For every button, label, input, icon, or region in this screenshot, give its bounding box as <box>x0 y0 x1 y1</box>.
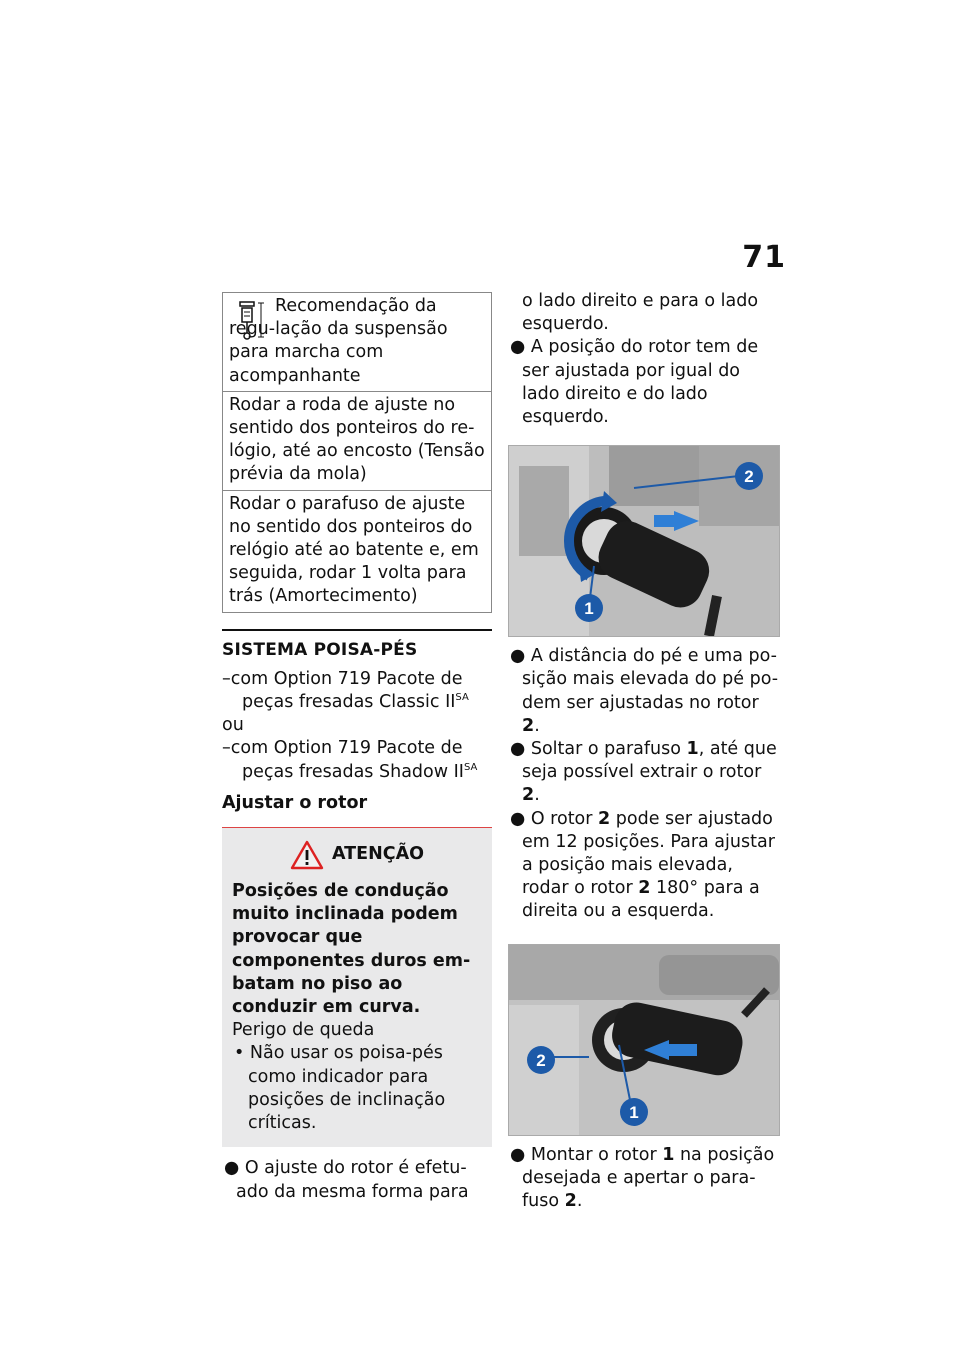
sa-mark: SA <box>455 692 469 704</box>
table-row: Rodar a roda de ajuste no sentido dos ponteiros do re-lógio, até ao encosto (Tensão prévia da mola) <box>223 391 491 490</box>
continuation-text: o lado direito e para o lado esquerdo. <box>522 291 759 335</box>
page-number: 71 <box>742 240 786 275</box>
table-row: Rodar o parafuso de ajuste no sentido dos ponteiros do relógio até ao batente e, em seguida, rodar 1 volta para trás (Amortecimento) <box>223 490 491 612</box>
option-list <box>222 668 492 784</box>
warning-bullet: • Não usar os poisa-pés como indicador para posições de inclinação críticas. <box>234 1043 446 1134</box>
callout-1: 1 <box>584 599 594 619</box>
list-item: ● A posição do rotor tem de ser ajustada por igual do lado direito e do lado esquerdo. <box>510 337 759 428</box>
sa-mark: SA <box>463 761 478 773</box>
footrest-rotor-photo-1 <box>508 445 780 637</box>
warning-title: ATENÇÃO <box>332 844 424 865</box>
suspension-icon <box>237 301 267 341</box>
section-title: SISTEMA POISA-PÉS <box>222 629 492 662</box>
warning-box <box>222 828 492 1147</box>
photo-illustration <box>509 945 779 1135</box>
list-item: ● O rotor 2 pode ser ajustado em 12 posições. Para ajustar a posição mais elevada, rodar o rotor 2 180° para a direita ou a esquerda. <box>510 808 775 922</box>
table-header-text: Recomendação da regu-lação da suspensão para marcha com acompanhante <box>229 296 448 386</box>
callout-1: 1 <box>629 1102 639 1122</box>
warning-triangle-icon <box>290 840 324 870</box>
right-column <box>508 290 780 1213</box>
option-or: ou <box>222 715 244 736</box>
list-item: ● Soltar o parafuso 1, até que seja possível extrair o rotor 2. <box>510 739 777 806</box>
list-item: ● O ajuste do rotor é efetu-ado da mesma forma para <box>224 1158 469 1202</box>
table-header <box>223 293 491 391</box>
list-item: ● Montar o rotor 1 na posição desejada e apertar o para-fuso 2. <box>510 1144 775 1212</box>
warning-header <box>232 840 482 870</box>
photo-illustration <box>509 446 779 636</box>
subheading: Ajustar o rotor <box>222 792 492 828</box>
warning-hazard: Perigo de queda <box>232 1020 375 1041</box>
warning-bold-text: Posições de condução muito inclinada podem provocar que componentes duros em-batam no piso ao conduzir em curva. <box>232 881 471 1018</box>
callout-2: 2 <box>536 1050 546 1070</box>
left-column <box>222 292 492 1204</box>
footrest-rotor-photo-2 <box>508 944 780 1136</box>
suspension-table <box>222 292 492 613</box>
list-item: ● A distância do pé e uma po-sição mais elevada do pé po-dem ser ajustadas no rotor 2. <box>510 646 779 736</box>
callout-2: 2 <box>744 467 754 487</box>
option-item: –com Option 719 Pacote de peças fresadas Classic $II^{SA}$ <box>222 668 469 713</box>
option-item: –com Option 719 Pacote de peças fresadas Shadow $II^{SA}$ <box>222 738 478 782</box>
